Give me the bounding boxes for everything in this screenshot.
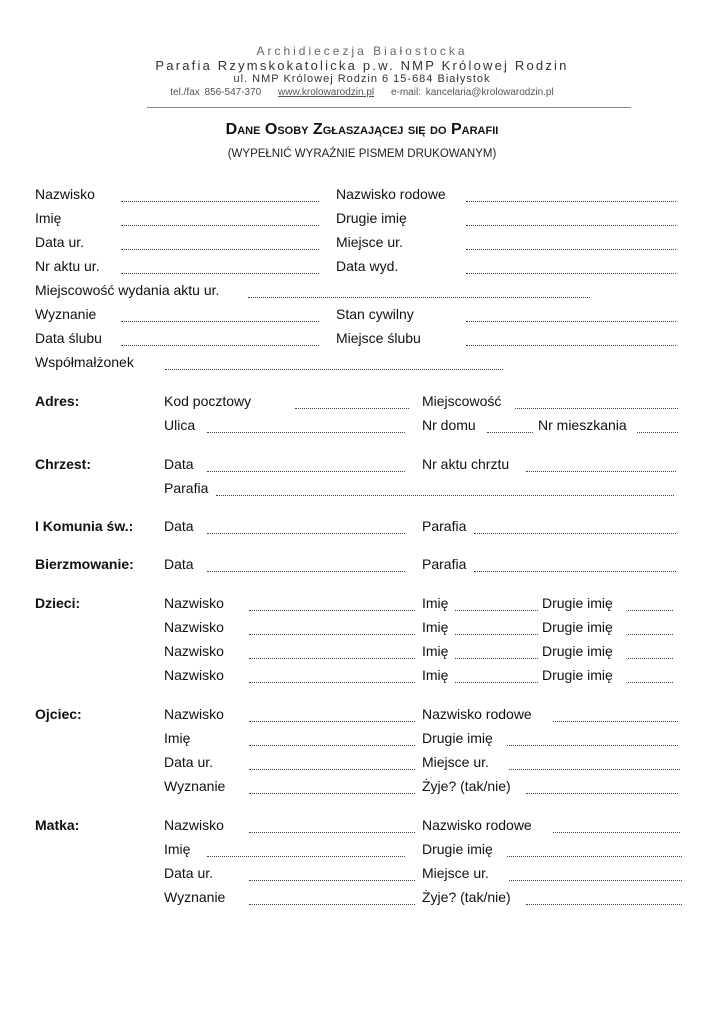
field-dziecko-imie[interactable] [455,610,538,611]
header-contact [0,87,724,98]
label-ojciec-wyznanie: Wyznanie [164,778,226,794]
label-ojciec-drugie-imie: Drugie imię [422,730,493,746]
label-dziecko-nazwisko: Nazwisko [164,619,224,635]
label-matka-nazwisko: Nazwisko [164,817,224,833]
label-miejscowosc-wydania: Miejscowość wydania aktu ur. [35,282,220,298]
form-title: Dane Osoby Zgłaszającej się do Parafii [225,121,499,138]
field-matka-zyje[interactable] [526,904,682,905]
field-ojciec-data-ur[interactable] [249,769,415,770]
field-wspolmalzonek[interactable] [165,369,503,370]
header-email: e-mail: kancelaria@krolowarodzin.pl [390,87,554,98]
field-ojciec-nazwisko[interactable] [249,721,415,722]
label-miejscowosc: Miejscowość [422,393,502,409]
field-ojciec-zyje[interactable] [526,793,678,794]
label-dziecko-drugie-imie: Drugie imię [542,667,613,683]
label-dziecko-drugie-imie: Drugie imię [542,619,613,635]
label-nr-aktu-chrztu: Nr aktu chrztu [422,456,510,472]
label-ojciec-zyje: Żyje? (tak/nie) [422,778,511,794]
field-dziecko-imie[interactable] [455,658,538,659]
label-dziecko-nazwisko: Nazwisko [164,667,224,683]
label-matka-imie: Imię [164,841,191,857]
field-miejscowosc-wydania[interactable] [248,297,590,298]
field-komunia-data[interactable] [207,533,405,534]
label-matka-drugie-imie: Drugie imię [422,841,493,857]
field-dziecko-drugie-imie[interactable] [628,682,673,683]
field-miejsce-slubu[interactable] [466,345,676,346]
field-dziecko-drugie-imie[interactable] [628,610,673,611]
field-ojciec-drugie-imie[interactable] [507,745,678,746]
field-stan-cywilny[interactable] [466,321,676,322]
label-dziecko-imie: Imię [422,667,449,683]
field-dziecko-imie[interactable] [455,634,538,635]
field-ojciec-nazwisko-rodowe[interactable] [553,721,678,722]
field-chrzest-parafia[interactable] [216,495,674,496]
form-subtitle: (WYPEŁNIĆ WYRAŹNIE PISMEM DRUKOWANYM) [227,148,497,160]
header-address: ul. NMP Królowej Rodzin 6 15-684 Białystok [233,73,491,85]
label-dziecko-drugie-imie: Drugie imię [542,595,613,611]
label-bierzmowanie-parafia: Parafia [422,556,467,572]
field-miejsce-ur[interactable] [466,249,676,250]
field-imie[interactable] [121,225,319,226]
header-phone: tel./fax 856-547-370 [170,87,262,98]
field-kod-pocztowy[interactable] [295,408,409,409]
field-miejscowosc[interactable] [515,408,678,409]
field-ojciec-miejsce-ur[interactable] [509,769,680,770]
label-bierzmowanie-data: Data [164,556,194,572]
heading-adres: Adres: [35,393,80,409]
field-data-ur[interactable] [121,249,319,250]
field-data-slubu[interactable] [121,345,319,346]
heading-dzieci: Dzieci: [35,595,81,611]
label-chrzest-data: Data [164,456,194,472]
label-ojciec-nazwisko: Nazwisko [164,706,224,722]
heading-bierzmowanie: Bierzmowanie: [35,556,134,572]
field-dziecko-nazwisko[interactable] [249,610,415,611]
label-dziecko-nazwisko: Nazwisko [164,643,224,659]
label-nr-domu: Nr domu [422,417,476,433]
label-dziecko-imie: Imię [422,595,449,611]
field-matka-data-ur[interactable] [249,880,415,881]
label-data-slubu: Data ślubu [35,330,102,346]
field-data-wyd[interactable] [466,273,676,274]
label-matka-zyje: Żyje? (tak/nie) [422,889,511,905]
heading-matka: Matka: [35,817,80,833]
field-dziecko-nazwisko[interactable] [249,634,415,635]
heading-komunia: I Komunia św.: [35,518,134,534]
label-dziecko-drugie-imie: Drugie imię [542,643,613,659]
label-miejsce-ur: Miejsce ur. [336,234,403,250]
field-matka-drugie-imie[interactable] [507,856,682,857]
field-matka-miejsce-ur[interactable] [509,880,682,881]
label-matka-data-ur: Data ur. [164,865,214,881]
field-nazwisko-rodowe[interactable] [466,201,676,202]
label-imie: Imię [35,210,62,226]
field-matka-nazwisko-rodowe[interactable] [553,832,680,833]
header-website-link[interactable]: www.krolowarodzin.pl [278,87,375,98]
field-dziecko-imie[interactable] [455,682,538,683]
header-parish: Parafia Rzymskokatolicka p.w. NMP Królowej Rodzin [155,58,569,73]
label-nazwisko: Nazwisko [35,186,95,202]
label-dziecko-imie: Imię [422,643,449,659]
label-dziecko-imie: Imię [422,619,449,635]
field-chrzest-data[interactable] [207,471,405,472]
label-ojciec-imie: Imię [164,730,191,746]
field-matka-nazwisko[interactable] [249,832,415,833]
field-dziecko-nazwisko[interactable] [249,658,415,659]
field-bierzmowanie-parafia[interactable] [474,571,676,572]
label-ojciec-miejsce-ur: Miejsce ur. [422,754,489,770]
field-nr-domu[interactable] [487,432,533,433]
field-komunia-parafia[interactable] [474,533,676,534]
field-drugie-imie[interactable] [466,225,676,226]
field-matka-wyznanie[interactable] [249,904,415,905]
field-bierzmowanie-data[interactable] [207,571,405,572]
field-nr-aktu-chrztu[interactable] [526,471,676,472]
field-dziecko-drugie-imie[interactable] [628,634,673,635]
heading-ojciec: Ojciec: [35,706,82,722]
label-data-ur: Data ur. [35,234,85,250]
label-nazwisko-rodowe: Nazwisko rodowe [336,186,446,202]
field-nazwisko[interactable] [121,201,319,202]
label-matka-nazwisko-rodowe: Nazwisko rodowe [422,817,532,833]
heading-chrzest: Chrzest: [35,456,92,472]
label-nr-aktu-ur: Nr aktu ur. [35,258,100,274]
field-ojciec-wyznanie[interactable] [249,793,415,794]
label-matka-wyznanie: Wyznanie [164,889,226,905]
label-matka-miejsce-ur: Miejsce ur. [422,865,489,881]
label-ulica: Ulica [164,417,196,433]
field-matka-imie[interactable] [207,856,405,857]
label-chrzest-parafia: Parafia [164,480,209,496]
header-archdiocese: Archidiecezja Białostocka [256,44,468,58]
field-ulica[interactable] [207,432,405,433]
field-dziecko-nazwisko[interactable] [249,682,415,683]
label-komunia-data: Data [164,518,194,534]
field-ojciec-imie[interactable] [249,745,415,746]
field-dziecko-drugie-imie[interactable] [628,658,673,659]
label-nr-mieszkania: Nr mieszkania [538,417,627,433]
field-nr-mieszkania[interactable] [637,432,678,433]
label-miejsce-slubu: Miejsce ślubu [336,330,421,346]
field-wyznanie[interactable] [121,321,319,322]
label-komunia-parafia: Parafia [422,518,467,534]
label-stan-cywilny: Stan cywilny [336,306,414,322]
label-wspolmalzonek: Współmałżonek [35,354,134,370]
label-kod-pocztowy: Kod pocztowy [164,393,252,409]
label-drugie-imie: Drugie imię [336,210,407,226]
label-wyznanie: Wyznanie [35,306,97,322]
field-nr-aktu-ur[interactable] [121,273,319,274]
label-ojciec-nazwisko-rodowe: Nazwisko rodowe [422,706,532,722]
header-divider [147,107,631,108]
label-dziecko-nazwisko: Nazwisko [164,595,224,611]
label-data-wyd: Data wyd. [336,258,399,274]
label-ojciec-data-ur: Data ur. [164,754,214,770]
